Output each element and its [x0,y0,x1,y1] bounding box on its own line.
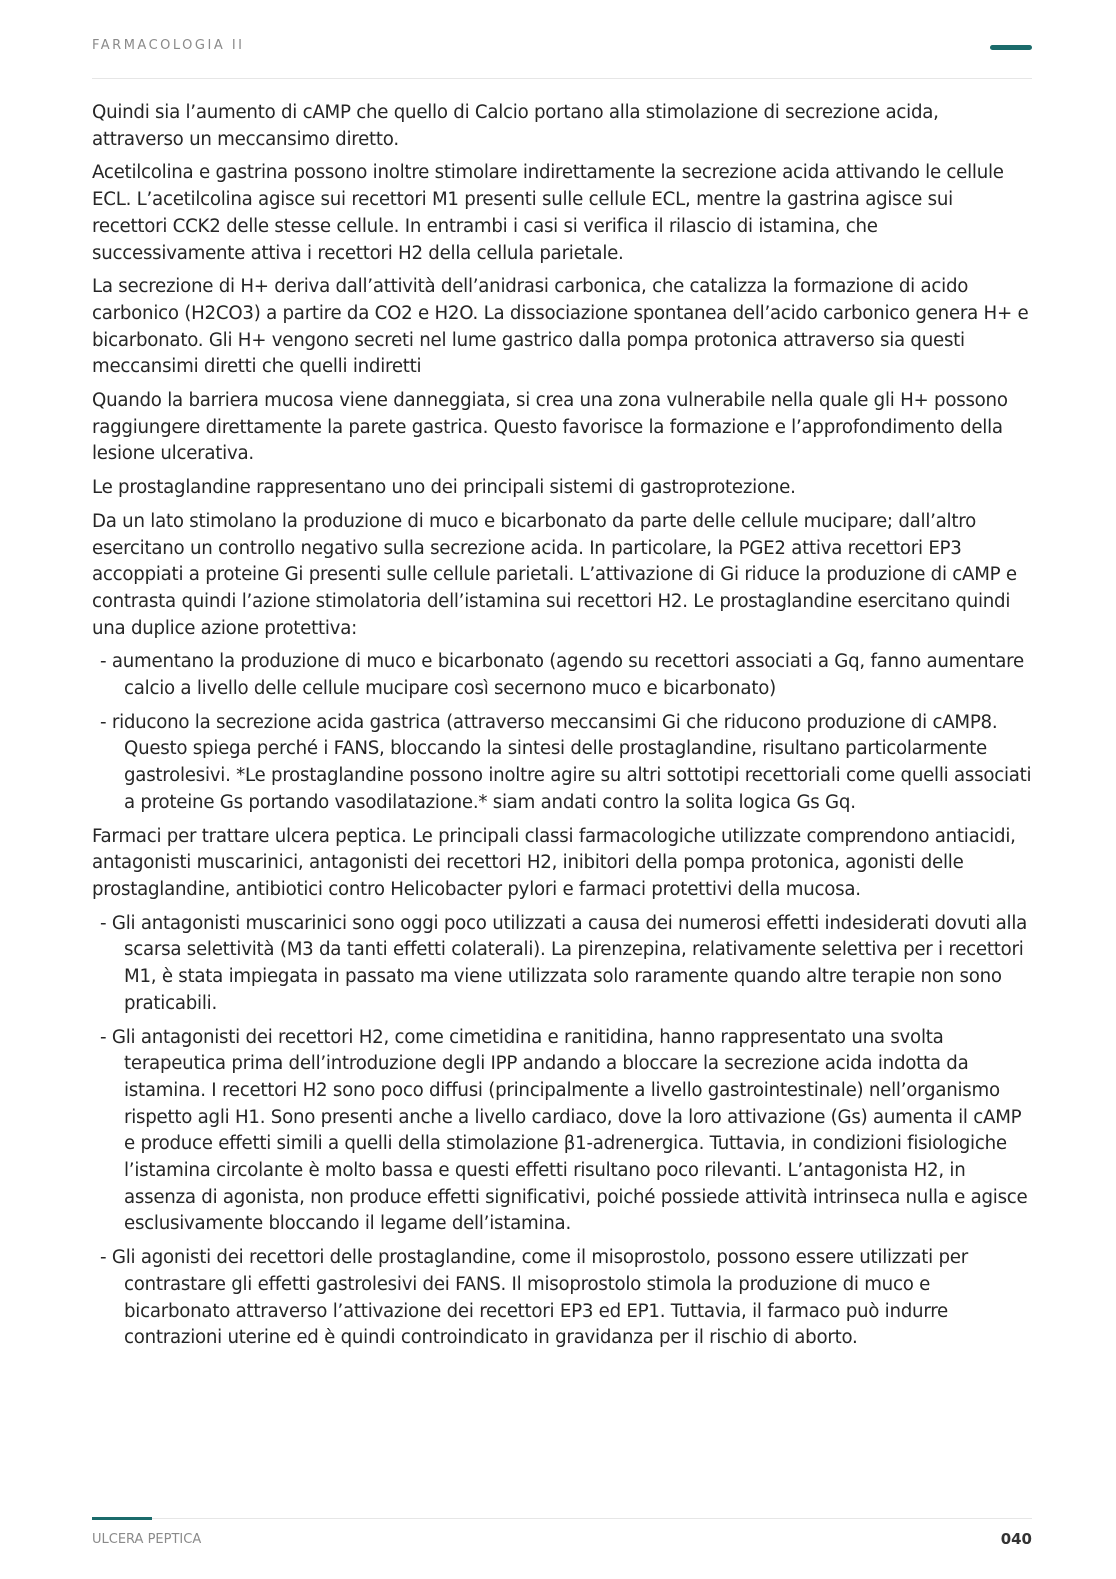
paragraph: Acetilcolina e gastrina possono inoltre stimolare indirettamente la secrezione acida attivando le cellule ECL. L’acetilcolina agisce sui recettori M1 presenti sulle cellule ECL, mentre la gastrina agisce sui recettori CCK2 delle stesse cellule. In entrambi i casi si verifica il rilascio di istamina, che successivamente attiva i recettori H2 della cellula parietale. [92,162,1004,264]
list-item: - Gli antagonisti dei recettori H2, come cimetidina e ranitidina, hanno rappresentato una svolta terapeutica prima dell’introduzione degli IPP andando a bloccare la secrezione acida indotta da istamina. I recettori H2 sono poco diffusi (principalmente a livello gastrointestinale) nell’organismo rispetto agli H1. Sono presenti anche a livello cardiaco, dove la loro attivazione (Gs) aumenta il cAMP e produce effetti simili a quelli della stimolazione β1-adrenergica. Tuttavia, in condizioni fisiologiche l’istamina circolante è molto bassa e questi effetti risultano poco rilevanti. L’antagonista H2, in assenza di agonista, non produce effetti significativi, poiché possiede attività intrinseca nulla e agisce esclusivamente bloccando il legame dell’istamina. [92,1025,1032,1239]
page-footer [92,1518,1032,1548]
list-item: - aumentano la produzione di muco e bicarbonato (agendo su recettori associati a Gq, fanno aumentare calcio a livello delle cellule mucipare così secernono muco e bicarbonato) [92,649,1032,702]
header-accent-bar [990,45,1032,50]
paragraph: Da un lato stimolano la produzione di muco e bicarbonato da parte delle cellule mucipare; dall’altro esercitano un controllo negativo sulla secrezione acida. In particolare, la PGE2 attiva recettori EP3 accoppiati a proteine Gi presenti sulle cellule parietali. L’attivazione di Gi riduce la produzione di cAMP e contrasta quindi l’azione stimolatoria dell’istamina sui recettori H2. Le prostaglandine esercitano quindi una duplice azione protettiva: [92,510,1017,639]
list-item: - Gli antagonisti muscarinici sono oggi poco utilizzati a causa dei numerosi effetti indesiderati dovuti alla scarsa selettività (M3 da tanti effetti colaterali). La pirenzepina, relativamente selettiva per i recettori M1, è stata impiegata in passato ma viene utilizzata solo raramente quando altre terapie non sono praticabili. [92,911,1032,1018]
page-header [92,38,1032,79]
page-content [92,100,1032,1359]
paragraph: Le prostaglandine rappresentano uno dei principali sistemi di gastroprotezione. [92,477,796,499]
header-title: FARMACOLOGIA II [92,38,245,53]
footer-accent-bar [92,1517,152,1520]
protective-actions-list [92,649,1032,816]
paragraph: La secrezione di H+ deriva dall’attività dell’anidrasi carbonica, che catalizza la formazione di acido carbonico (H2CO3) a partire da CO2 e H2O. La dissociazione spontanea dell’acido carbonico genera H+ e bicarbonato. Gli H+ vengono secreti nel lume gastrico dalla pompa protonica attraverso sia questi meccansimi diretti che quelli indiretti [92,276,1029,378]
paragraph: Quindi sia l’aumento di cAMP che quello di Calcio portano alla stimolazione di secrezione acida, attraverso un meccansimo diretto. [92,102,939,150]
list-item: - Gli agonisti dei recettori delle prostaglandine, come il misoprostolo, possono essere utilizzati per contrastare gli effetti gastrolesivi dei FANS. Il misoprostolo stimola la produzione di muco e bicarbonato attraverso l’attivazione dei recettori EP3 ed EP1. Tuttavia, il farmaco può indurre contrazioni uterine ed è quindi controindicato in gravidanza per il rischio di aborto. [92,1245,1032,1352]
list-item: - riducono la secrezione acida gastrica (attraverso meccansimi Gi che riducono produzione di cAMP8. Questo spiega perché i FANS, bloccando la sintesi delle prostaglandine, risultano particolarmente gastrolesivi. *Le prostaglandine possono inoltre agire su altri sottotipi recettoriali come quelli associati a proteine Gs portando vasodilatazione.* siam andati contro la solita logica Gs Gq. [92,710,1032,817]
paragraph: Quando la barriera mucosa viene danneggiata, si crea una zona vulnerabile nella quale gli H+ possono raggiungere direttamente la parete gastrica. Questo favorisce la formazione e l’approfondimento della lesione ulcerativa. [92,390,1008,465]
footer-title: ULCERA PEPTICA [92,1532,202,1547]
footer-divider [92,1518,1032,1519]
paragraph: Farmaci per trattare ulcera peptica. Le principali classi farmacologiche utilizzate comprendono antiacidi, antagonisti muscarinici, antagonisti dei recettori H2, inibitori della pompa protonica, agonisti delle prostaglandine, antibiotici contro Helicobacter pylori e farmaci protettivi della mucosa. [92,825,1016,900]
page-number: 040 [1000,1530,1032,1548]
drug-classes-list [92,911,1032,1352]
